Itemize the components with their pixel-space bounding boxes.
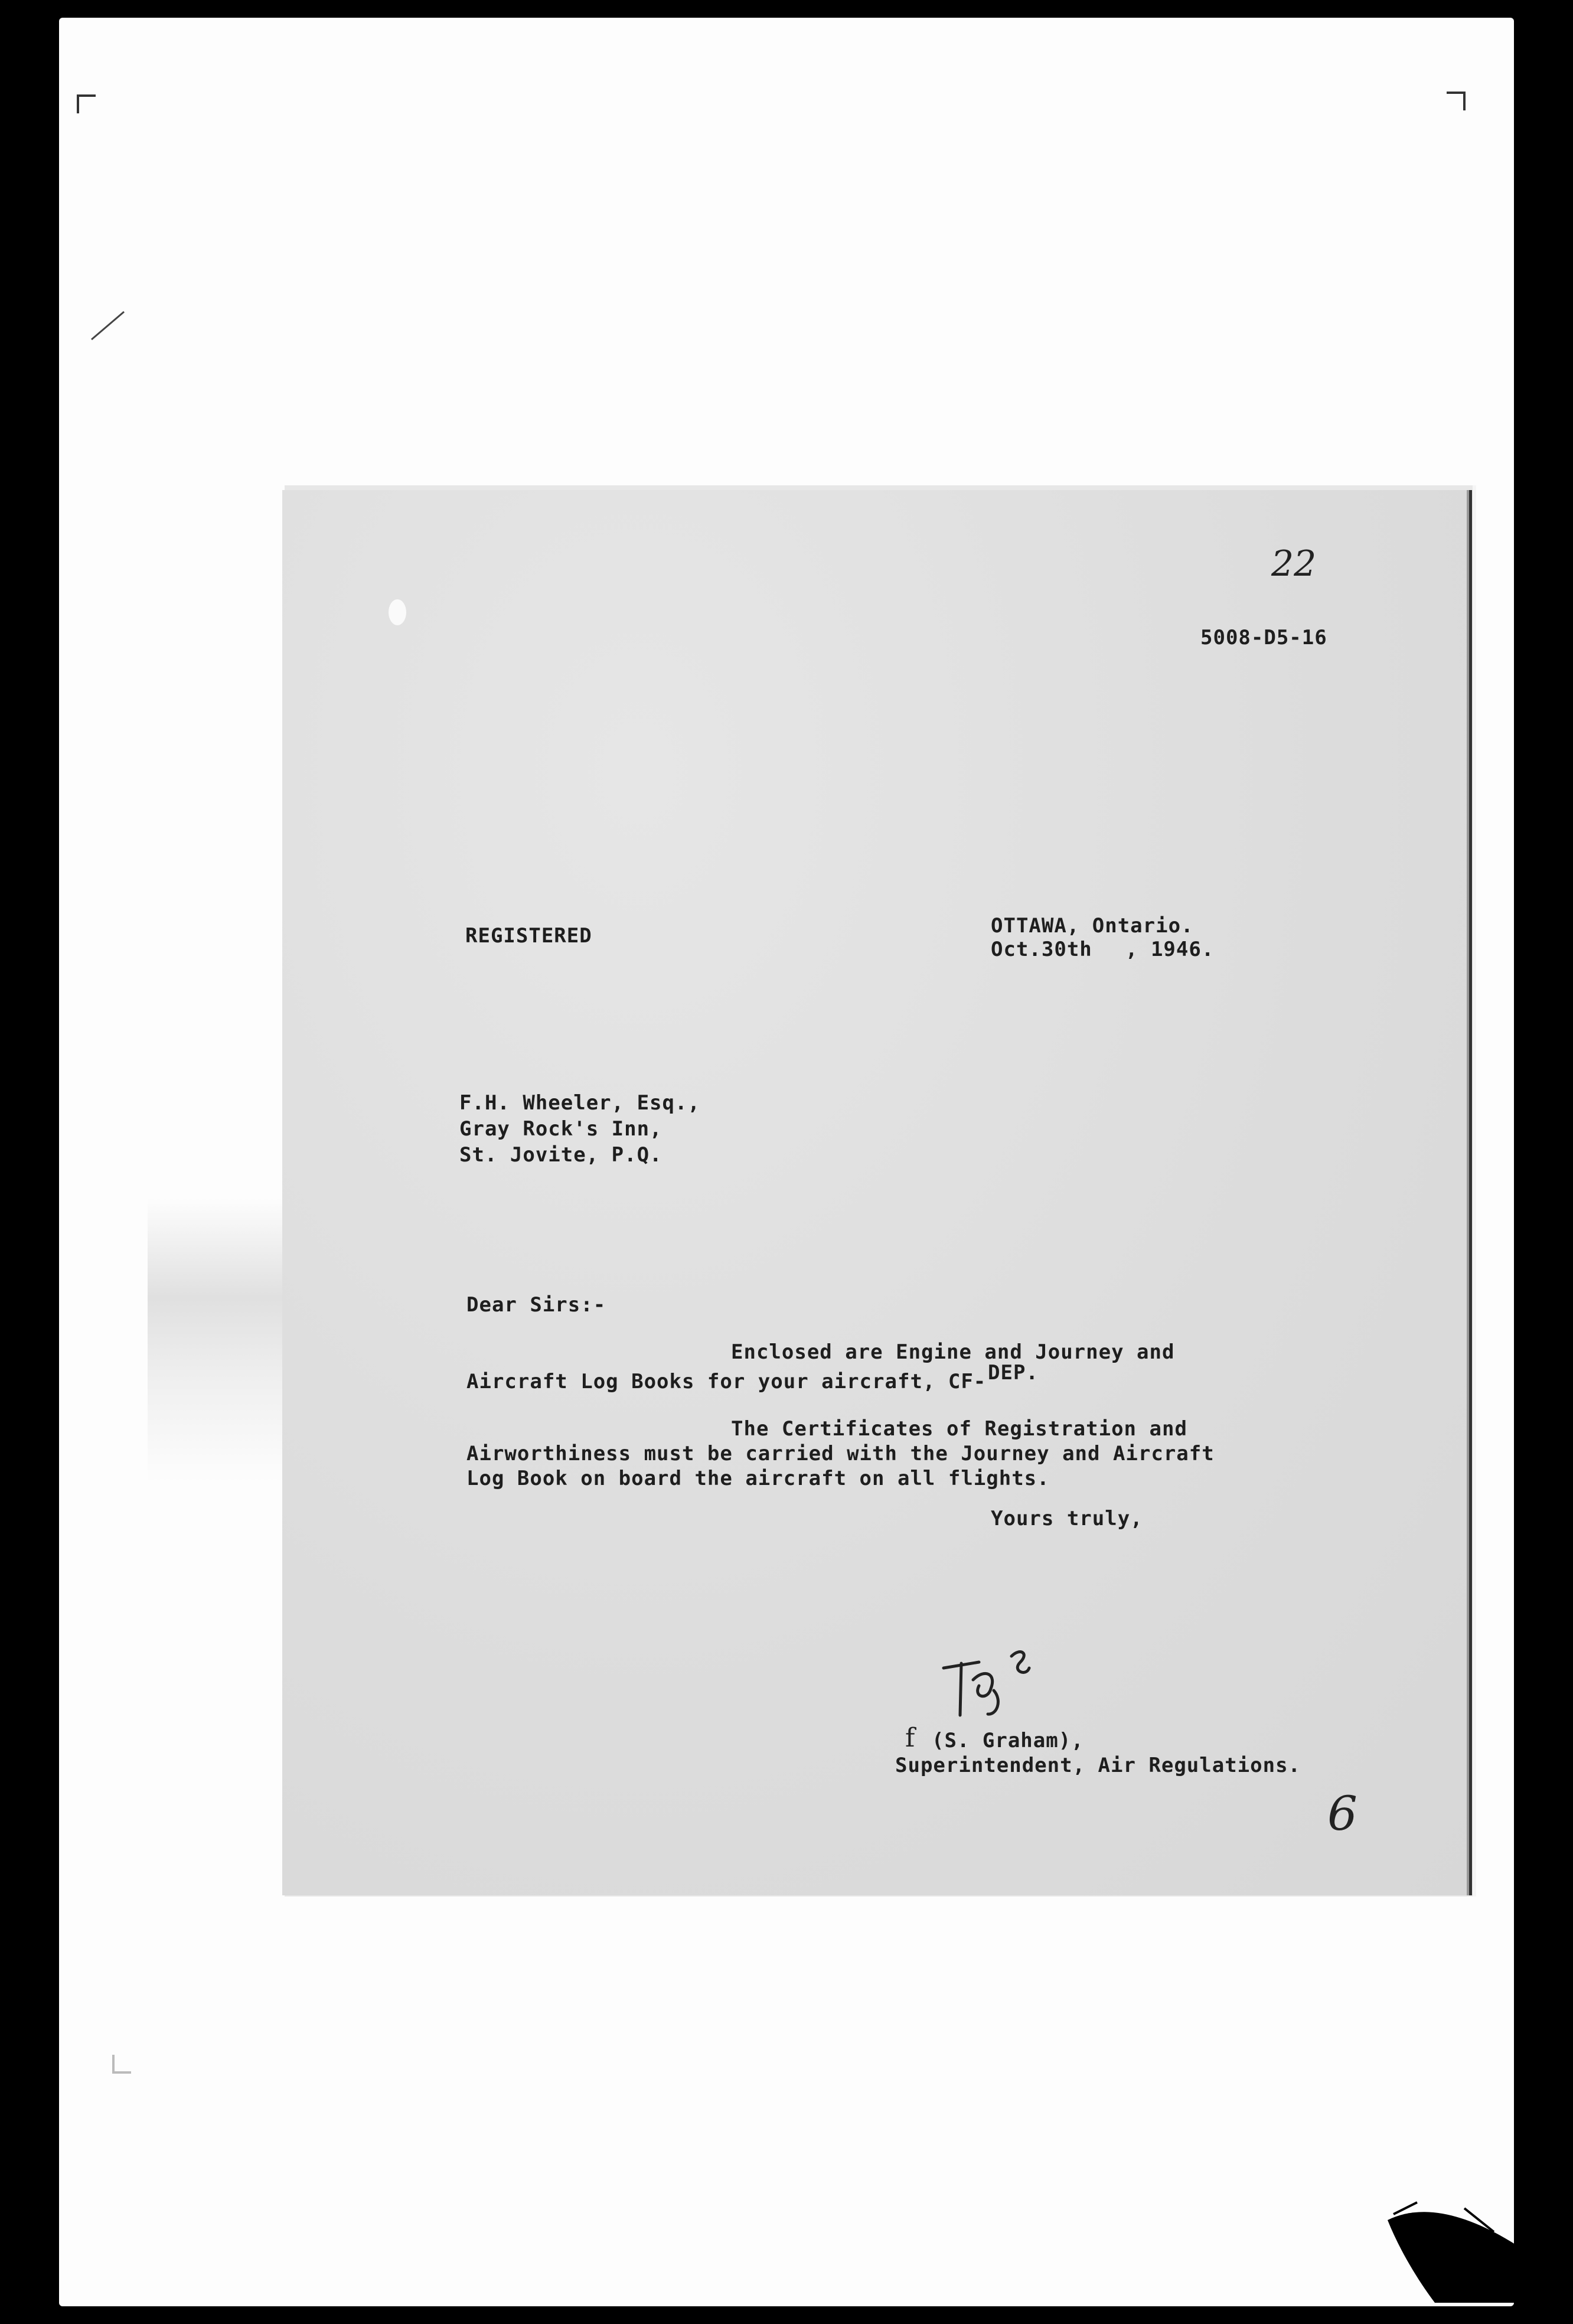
corner-mark-top-right: [1447, 92, 1466, 110]
signatory-title: Superintendent, Air Regulations.: [895, 1754, 1301, 1777]
film-damage: [1376, 2196, 1529, 2303]
letter-page: [282, 490, 1472, 1895]
registered-label: REGISTERED: [465, 924, 592, 948]
corner-mark-top-left: [77, 94, 96, 113]
date-year: , 1946.: [1125, 938, 1215, 961]
handwritten-page-mark: 6: [1327, 1786, 1357, 1841]
punch-hole: [389, 599, 406, 625]
paragraph-2-line-2: Airworthiness must be carried with the Journey and Aircraft: [466, 1442, 1215, 1465]
paragraph-1-line-1: Enclosed are Engine and Journey and: [731, 1340, 1175, 1364]
file-reference: 5008-D5-16: [1200, 626, 1327, 649]
paragraph-1-line-2: Aircraft Log Books for your aircraft, CF-: [466, 1370, 987, 1393]
address-line-1: F.H. Wheeler, Esq.,: [459, 1091, 700, 1115]
address-line-3: St. Jovite, P.Q.: [459, 1143, 663, 1167]
margin-scratch: [89, 307, 130, 342]
place-line: OTTAWA, Ontario.: [991, 914, 1194, 938]
date-day: Oct.30th: [991, 938, 1092, 961]
initials-mark: f: [905, 1723, 915, 1753]
closing: Yours truly,: [991, 1507, 1143, 1530]
paragraph-2-line-3: Log Book on board the aircraft on all flights.: [466, 1467, 1050, 1490]
address-line-2: Gray Rock's Inn,: [459, 1117, 663, 1141]
paragraph-2-line-1: The Certificates of Registration and: [731, 1417, 1187, 1441]
salutation: Dear Sirs:-: [466, 1293, 606, 1317]
registration-insert: DEP.: [988, 1361, 1039, 1385]
folio-number: 22: [1271, 543, 1317, 585]
corner-mark-bottom-left: [112, 2055, 131, 2074]
signatory-name: (S. Graham),: [932, 1729, 1084, 1752]
